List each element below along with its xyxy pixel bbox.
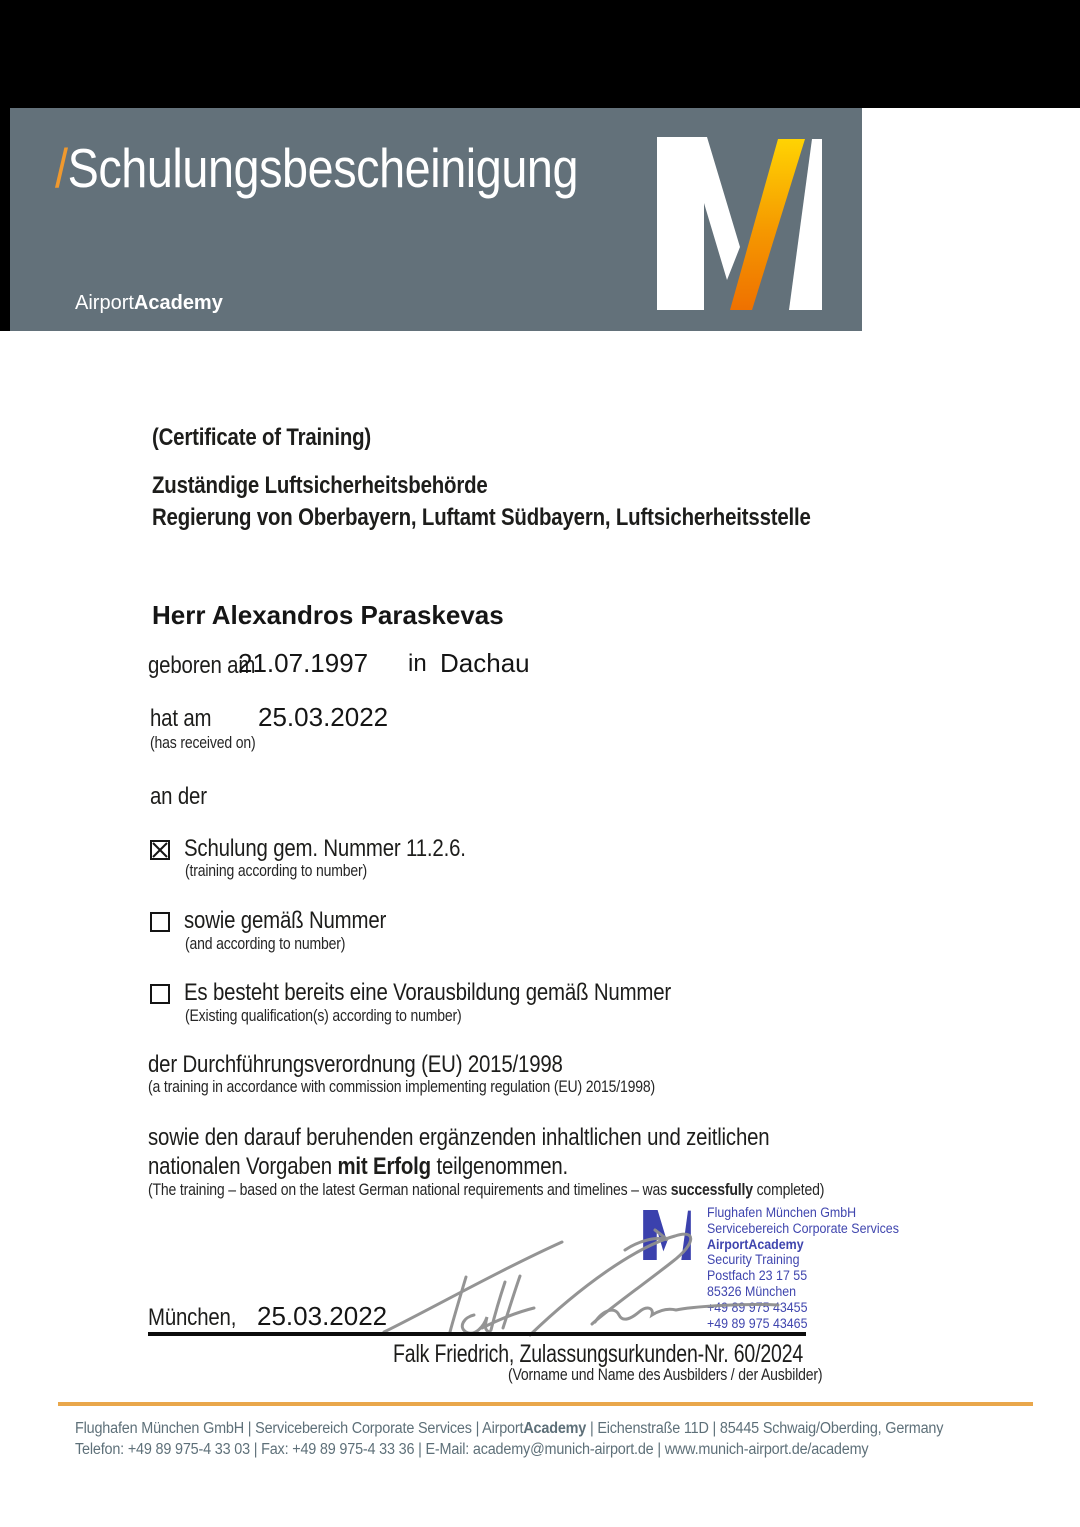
checkbox1-caption: (training according to number) bbox=[185, 862, 367, 880]
signer-caption: (Vorname und Name des Ausbilders / der Ausbilder) bbox=[508, 1366, 823, 1384]
page-title bbox=[55, 136, 578, 200]
regulation-caption: (a training in accordance with commission implementing regulation (EU) 2015/1998) bbox=[148, 1078, 655, 1096]
born-label: geboren am bbox=[148, 652, 256, 679]
airport-academy-brand bbox=[75, 292, 223, 315]
checkbox3-caption: (Existing qualification(s) according to number) bbox=[185, 1007, 462, 1025]
checkbox-x-mark-icon bbox=[152, 842, 168, 858]
top-black-bar bbox=[0, 0, 1080, 108]
closing-line2-pre: nationalen Vorgaben bbox=[148, 1153, 338, 1180]
an-der-label: an der bbox=[150, 783, 207, 810]
checkbox2-caption: (and according to number) bbox=[185, 935, 346, 953]
footer-line1-post: | Eichenstraße 11D | 85445 Schwaig/Oberding, Germany bbox=[586, 1420, 944, 1437]
checkbox-training-number bbox=[150, 840, 170, 860]
footer-rule bbox=[58, 1402, 1033, 1406]
hat-am-label: hat am bbox=[150, 705, 212, 732]
signature-date-value: 25.03.2022 bbox=[257, 1301, 388, 1331]
city-label: München, bbox=[148, 1304, 237, 1331]
certificate-of-training: (Certificate of Training) bbox=[152, 424, 372, 451]
checkbox-prior-qualification bbox=[150, 984, 170, 1004]
closing-line2-post: teilgenommen. bbox=[430, 1153, 569, 1180]
birth-place-value: Dachau bbox=[440, 648, 530, 678]
checkbox1-label: Schulung gem. Nummer 11.2.6. bbox=[184, 835, 466, 862]
closing-line2-bold: mit Erfolg bbox=[337, 1153, 431, 1180]
holder-name: Herr Alexandros Paraskevas bbox=[152, 600, 504, 630]
title-text: Schulungsbescheinigung bbox=[67, 137, 579, 199]
birth-date-value: 21.07.1997 bbox=[238, 648, 369, 678]
closing-caption-bold: successfully bbox=[670, 1181, 753, 1199]
closing-caption bbox=[148, 1181, 824, 1200]
closing-caption-post: completed) bbox=[752, 1181, 825, 1199]
stamp-line: Servicebereich Corporate Services bbox=[707, 1220, 899, 1236]
hat-am-caption: (has received on) bbox=[150, 734, 256, 752]
closing-caption-pre: (The training – based on the latest German national requirements and timelines – was bbox=[148, 1181, 671, 1199]
closing-line2 bbox=[148, 1153, 568, 1181]
checkbox3-label: Es besteht bereits eine Vorausbildung gemäß Nummer bbox=[184, 979, 672, 1006]
regulation-line: der Durchführungsverordnung (EU) 2015/1998 bbox=[148, 1051, 563, 1078]
footer-line2: Telefon: +49 89 975-4 33 03 | Fax: +49 89 975-4 33 36 | E-Mail: academy@munich-airport.de | www.munich-airport.de/academy bbox=[75, 1441, 869, 1458]
stamp-line: Flughafen München GmbH bbox=[707, 1205, 857, 1220]
brand-bold: Academy bbox=[133, 292, 223, 314]
munich-airport-m-logo-icon bbox=[657, 137, 822, 310]
title-slash-accent: / bbox=[55, 137, 68, 199]
authority-line1: Zuständige Luftsicherheitsbehörde bbox=[152, 472, 488, 499]
left-black-strip bbox=[0, 108, 10, 331]
footer-line1-pre: Flughafen München GmbH | Servicebereich Corporate Services | Airport bbox=[75, 1420, 524, 1437]
authority-line2: Regierung von Oberbayern, Luftamt Südbayern, Luftsicherheitsstelle bbox=[152, 504, 811, 531]
checkbox-additional-number bbox=[150, 912, 170, 932]
handwritten-signature bbox=[370, 1212, 800, 1337]
stamp-line: Security Training bbox=[707, 1252, 800, 1268]
received-date-value: 25.03.2022 bbox=[258, 702, 389, 732]
footer-line1-bold: Academy bbox=[523, 1420, 587, 1437]
stamp-line-brand: AirportAcademy bbox=[707, 1236, 804, 1252]
checkbox2-label: sowie gemäß Nummer bbox=[184, 907, 387, 934]
in-label: in bbox=[408, 650, 427, 677]
signer-name-line: Falk Friedrich, Zulassungsurkunden-Nr. 60/2024 bbox=[393, 1340, 804, 1368]
stamp-line: Postfach 23 17 55 bbox=[707, 1268, 808, 1284]
stamp-line: 85326 München bbox=[707, 1283, 797, 1299]
closing-line1: sowie den darauf beruhenden ergänzenden inhaltlichen und zeitlichen bbox=[148, 1124, 770, 1151]
signature-rule bbox=[148, 1332, 806, 1336]
footer-line1 bbox=[75, 1420, 943, 1438]
brand-regular: Airport bbox=[75, 292, 134, 314]
stamp-line: +49 89 975 43455 bbox=[707, 1299, 808, 1315]
stamp-line: +49 89 975 43465 bbox=[707, 1315, 808, 1331]
